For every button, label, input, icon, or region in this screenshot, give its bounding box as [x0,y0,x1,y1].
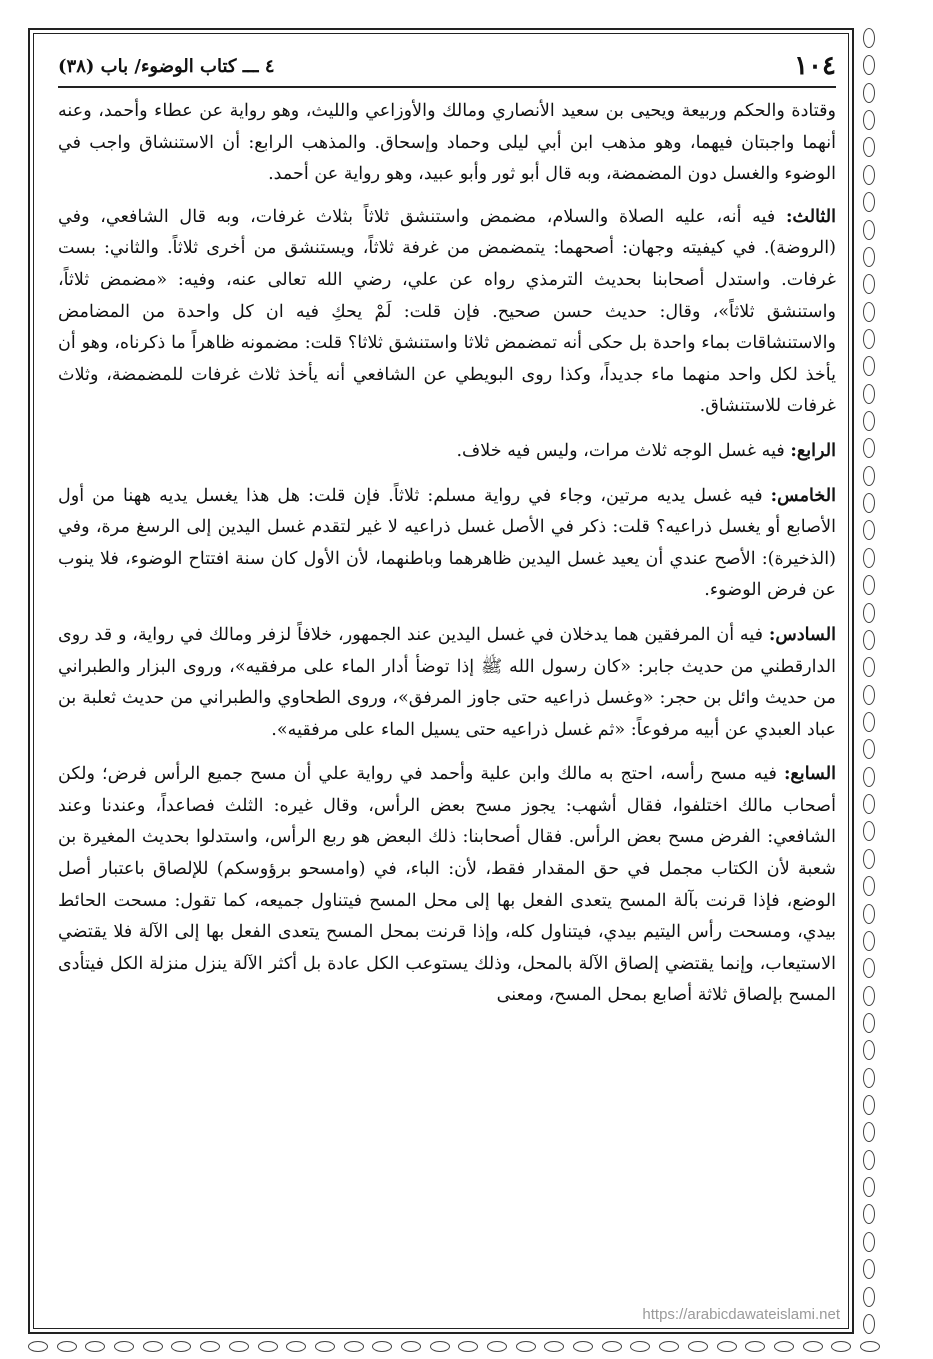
decorative-side-border [858,28,880,1334]
paragraph [58,619,836,746]
watermark-url: https://arabicdawateislami.net [642,1306,840,1323]
page-body [58,96,836,1321]
paragraph-label: الرابع: [790,439,836,461]
paragraph [58,435,836,468]
running-title: ٤ ـــ كتاب الوضوء/ باب (٣٨) [58,55,275,77]
paragraph-text: فيه مسح رأسه، احتج به مالك وابن علية وأحمد في رواية علي أن مسح جميع الرأس فرض؛ ولكن أصحاب مالك اختلفوا، فقال أشهب: يجوز مسح بعض الرأس، وقال غيره: الثلث فصاعداً، وعندنا وعند الشافعي: الفرض مسح بعض الرأس. فقال أصحابنا: ذلك البعض هو ربع الرأس، واستدلوا بحديث المغيرة بن شعبة لأن الكتاب مجمل في حق المقدار فقط، لأن: الباء، في (وامسحو برؤوسكم) للإلصاق باعتبار أصل الوضع، فإذا قرنت بآلة المسح يتعدى الفعل بها إلى محل المسح فيتناول جميعه، كما تقول: مسحت الحائط بيدي، ومسحت رأس اليتيم بيدي، فيتناول كله، وإذا قرنت بمحل المسح يتعدى الفعل بها إلى الآلة فلا يقتضي الاستيعاب، وإنما يقتضي إلصاق الآلة بالمحل، وذلك يستوعب الكل عادة بل أكثر الآلة ينزل منزلة الكل فيتأدى المسح بإلصاق ثلاثة أصابع بمحل المسح، ومعنى [58,764,836,1006]
paragraph-label: السادس: [768,623,836,645]
paragraph [58,758,836,1012]
paragraph-label: السابع: [783,763,836,785]
paragraph-text: فيه غسل الوجه ثلاث مرات، وليس فيه خلاف. [456,440,791,461]
paragraph-label: الثالث: [785,205,836,227]
page-header [58,46,836,88]
paragraph-label: الخامس: [770,484,836,506]
decorative-bottom-border [28,1338,880,1354]
paragraph-text: فيه غسل يديه مرتين، وجاء في رواية مسلم: ثلاثاً. فإن قلت: هل هذا يغسل يديه ههنا من أول الأصابع أو يغسل ذراعيه؟ قلت: ذكر في الأصل غسل ذراعيه لا غير لتقدم غسل اليدين إلى الرسغ مرة، وفي (الذخيرة): الأصح عندي أن يعيد غسل اليدين ظاهرهما وباطنهما، لأن الأول كان سنة افتتاح الوضوء، فلا ينوب عن فرض الوضوء. [58,485,836,601]
page-number: ١٠٤ [794,51,836,81]
paragraph [58,480,836,607]
paragraph-text: فيه أن المرفقين هما يدخلان في غسل اليدين عند الجمهور، خلافاً لزفر ومالك في رواية، و قد روى الدارقطني من حديث جابر: «كان رسول الله ﷺ إذا توضأ أدار الماء على مرفقيه»، وروى البزار والطبراني من حديث وائل بن حجر: «وغسل ذراعيه حتى جاوز المرفق»، وروى الطحاوي والطبراني من حديث ثعلبة بن عباد العبدي عن أبيه مرفوعاً: «ثم غسل ذراعيه حتى يسيل الماء على مرفقيه». [58,624,836,740]
paragraph-text: فيه أنه، عليه الصلاة والسلام، مضمض واستنشق ثلاثاً بثلاث غرفات، وبه قال الشافعي، وفي (الروضة). في كيفيته وجهان: أصحهما: يتمضمض من غرفة ثلاثاً، ويستنشق من أخرى ثلاثاً. والثاني: بست غرفات. واستدل أصحابنا بحديث الترمذي رواه عن علي، رضي الله تعالى عنه، وفيه: «مضمض ثلاثاً، واستنشق ثلاثاً»، وقال: حديث حسن صحيح. فإن قلت: لَمْ يحكِ فيه ان كل واحدة من المضامض والاستنشاقات بماء واحدة بل حكى أنه تمضمض ثلاثا واستنشق ثلاثا؟ قلت: مضمونه ظاهراً ما ذكرناه، وهو أن يأخذ لكل واحد منهما ماء جديداً، وكذا روى البويطي عن الشافعي أنه يأخذ ثلاث غرفات للمضمضة، وثلاث غرفات للاستنشاق. [58,206,836,417]
paragraph [58,96,836,191]
paragraph [58,201,836,423]
paragraph-text: وقتادة والحكم وربيعة ويحيى بن سعيد الأنصاري ومالك والأوزاعي والليث، وهو رواية عن عطاء وأحمد، وعنه أنهما واجبتان فيهما، وهو مذهب ابن أبي ليلى وحماد وإسحاق. والمذهب الرابع: أن الاستنشاق واجب في الوضوء والغسل دون المضمضة، وبه قال أبو ثور وأبو عبيد، وهو رواية عن أحمد. [58,101,836,185]
